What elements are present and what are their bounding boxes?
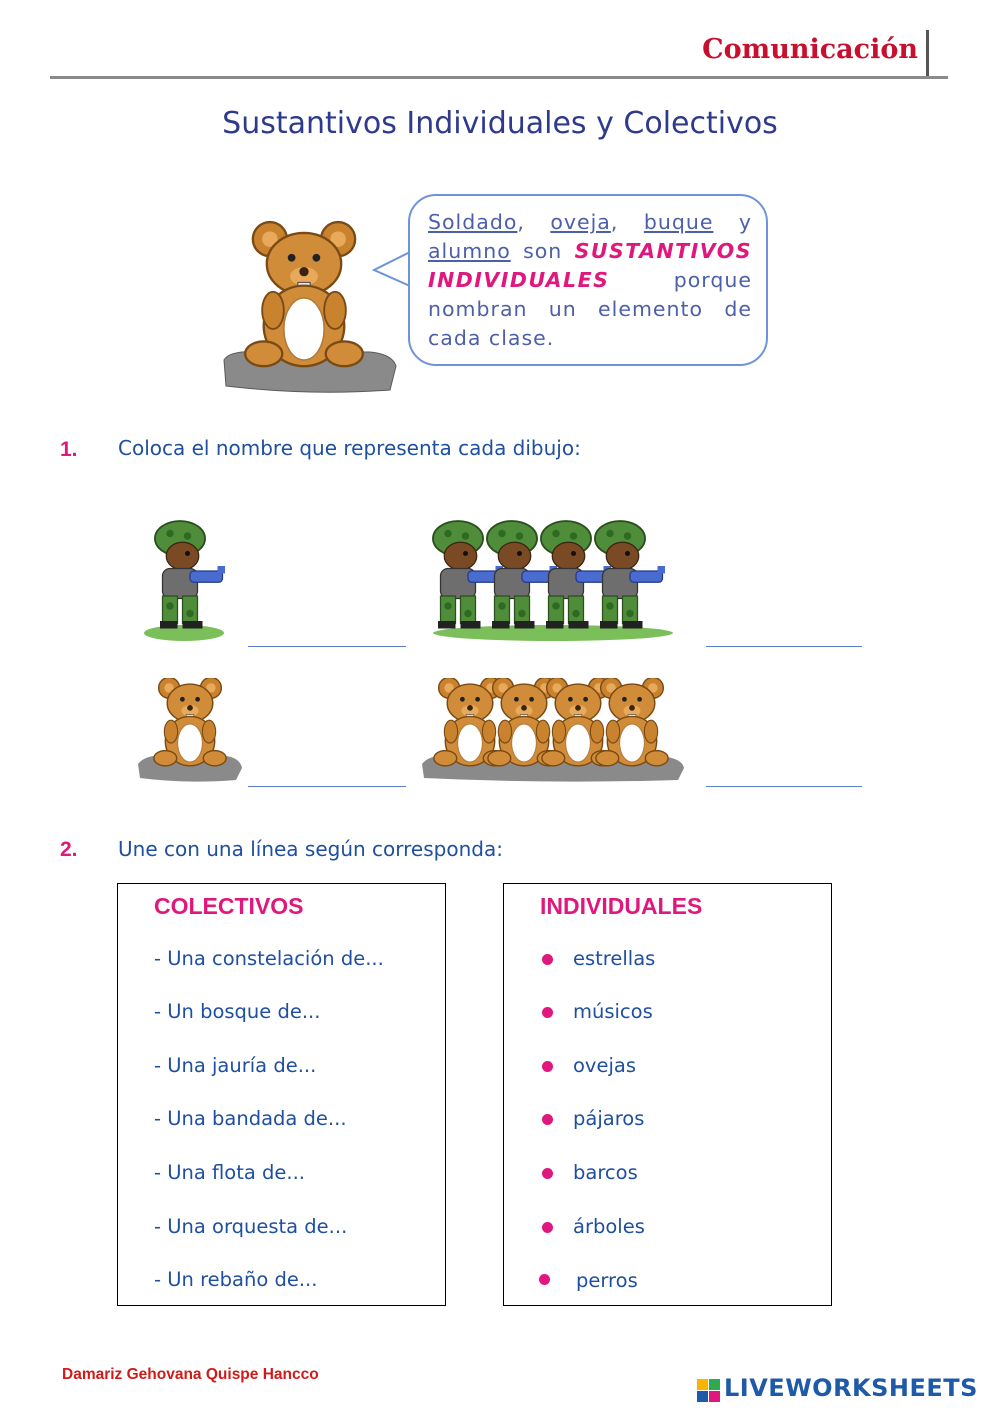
colectivo-item[interactable]: - Una bandada de... (154, 1107, 347, 1130)
comma: , (610, 210, 619, 234)
author-credit: Damariz Gehovana Quispe Hancco (62, 1366, 319, 1383)
answer-blank-bear-single[interactable] (248, 786, 406, 787)
colectivo-item[interactable]: - Una flota de... (154, 1161, 305, 1184)
soldier-group-image (428, 515, 678, 645)
individuales-box (503, 883, 832, 1306)
liveworksheets-logo-icon (697, 1379, 721, 1403)
bubble-rest-text: porque nombran un elemento de cada clase. (428, 268, 752, 350)
word-y: y (738, 210, 752, 234)
match-dot[interactable] (542, 1222, 553, 1233)
answer-blank-soldier-single[interactable] (248, 646, 406, 647)
liveworksheets-brand[interactable]: LIVEWORKSHEETS (724, 1374, 978, 1402)
match-dot[interactable] (542, 1168, 553, 1179)
answer-blank-soldier-group[interactable] (706, 646, 862, 647)
section-2-instruction: Une con una línea según corresponda: (118, 837, 503, 861)
match-dot[interactable] (539, 1274, 550, 1285)
colectivo-item[interactable]: - Una orquesta de... (154, 1215, 348, 1238)
colectivos-heading: COLECTIVOS (154, 893, 304, 919)
section-1-instruction: Coloca el nombre que representa cada dibujo: (118, 436, 581, 460)
colectivo-item[interactable]: - Un bosque de... (154, 1000, 321, 1023)
individual-item: ovejas (573, 1054, 636, 1077)
section-2-number: 2. (60, 838, 78, 861)
colectivo-item[interactable]: - Un rebaño de... (154, 1268, 318, 1291)
word-son: son (523, 239, 563, 263)
header-accent-bar (926, 30, 929, 76)
bear-group-image (420, 678, 686, 784)
definition-bubble (408, 194, 768, 366)
individual-item: pájaros (573, 1107, 645, 1130)
individual-item: perros (576, 1269, 638, 1292)
word-buque: buque (643, 210, 714, 234)
bear-single-image (136, 678, 244, 784)
individual-item: músicos (573, 1000, 653, 1023)
word-soldado: Soldado (428, 210, 518, 234)
match-dot[interactable] (542, 1061, 553, 1072)
page-title: Sustantivos Individuales y Colectivos (222, 106, 778, 141)
individual-item: estrellas (573, 947, 656, 970)
match-dot[interactable] (542, 1007, 553, 1018)
match-dot[interactable] (542, 954, 553, 965)
individuales-heading: INDIVIDUALES (540, 893, 703, 919)
word-alumno: alumno (428, 239, 511, 263)
subject-label: Comunicación (702, 34, 918, 65)
colectivo-item[interactable]: - Una jauría de... (154, 1054, 317, 1077)
word-oveja: oveja (550, 210, 611, 234)
soldier-single-image (140, 515, 240, 645)
section-1-number: 1. (60, 438, 78, 461)
answer-blank-bear-group[interactable] (706, 786, 862, 787)
individual-item: árboles (573, 1215, 645, 1238)
individual-item: barcos (573, 1161, 638, 1184)
match-dot[interactable] (542, 1114, 553, 1125)
emphasis-sustantivos-individuales: SUSTANTIVOS INDIVIDUALES (428, 239, 752, 292)
bear-illustration (220, 210, 400, 395)
colectivo-item[interactable]: - Una constelación de... (154, 947, 384, 970)
comma: , (517, 210, 525, 234)
header-divider (50, 76, 948, 79)
